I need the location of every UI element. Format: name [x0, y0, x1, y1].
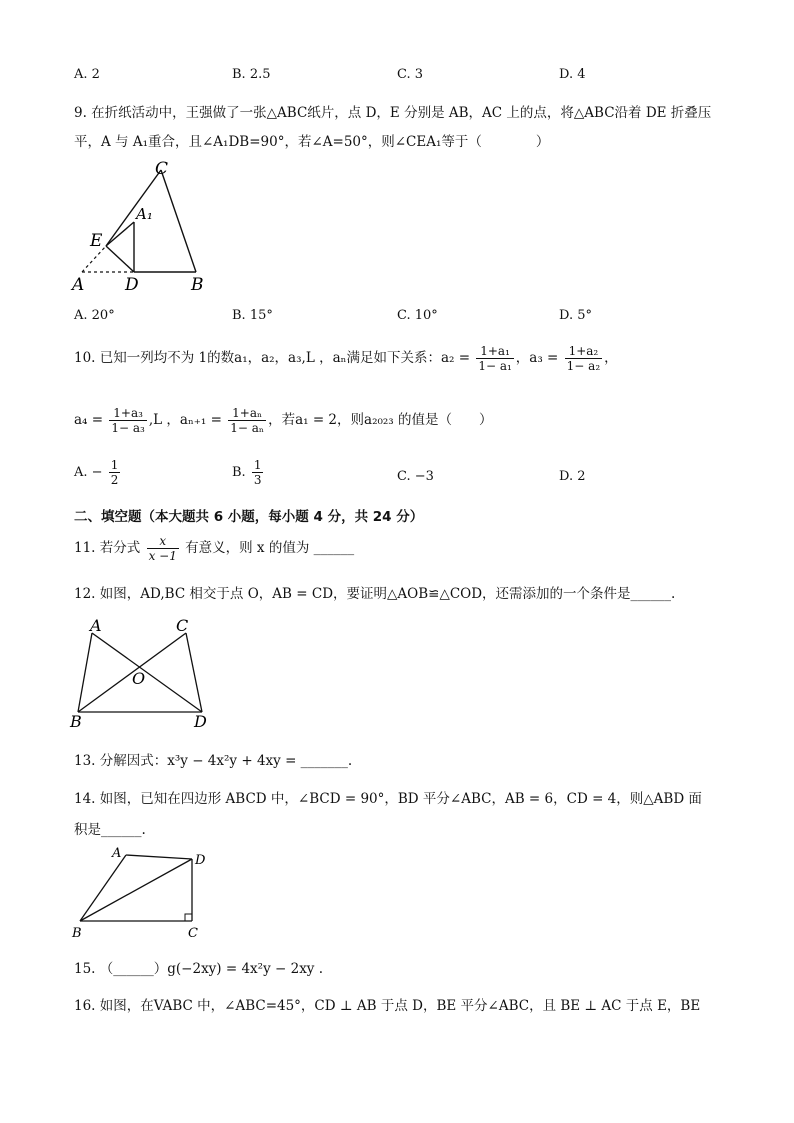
q12-label-d: D [194, 712, 207, 730]
q10-mid2: ,L ，aₙ₊₁ = [148, 412, 222, 428]
q9-label-d: D [125, 275, 139, 293]
q12-text: 12. 如图，AD,BC 相交于点 O，AB = CD，要证明△AOB≌△COD，还需添加的一个条件是______. [74, 586, 676, 602]
q14-right-angle-mark [185, 914, 192, 921]
q10-f3-denominator: 1− a₃ [111, 421, 145, 435]
q9-option-b: B. 15° [232, 308, 273, 323]
q14-label-a: A [112, 846, 122, 861]
q9-label-c: C [155, 159, 169, 179]
q10-option-c: C. −3 [397, 469, 434, 484]
q10-f2-numerator: 1+a₂ [565, 344, 602, 359]
q11-fraction [147, 534, 179, 563]
q10-f4-denominator: 1− aₙ [230, 421, 265, 435]
q14-label-d: D [195, 853, 206, 868]
q9-label-a1: A₁ [136, 205, 153, 223]
q10-option-a-fraction [109, 458, 121, 487]
q12-label-o: O [132, 669, 146, 688]
q10-option-a-prefix: A. − [74, 465, 103, 480]
q8-option-b: B. 2.5 [232, 67, 271, 82]
q14-label-c: C [188, 926, 198, 941]
q12-segment-ab [78, 633, 92, 712]
section-2-heading: 二、填空题（本大题共 6 小题，每小题 4 分，共 24 分） [74, 509, 424, 525]
q10-f3-numerator: 1+a₃ [109, 406, 146, 421]
q8-option-a: A. 2 [74, 67, 100, 82]
q10-fraction-a3 [565, 344, 602, 373]
q9-fold-line-de [106, 246, 134, 272]
q10-option-a-num: 1 [110, 458, 119, 472]
q14-segment-ad [126, 855, 192, 859]
q10-option-a-den: 2 [110, 473, 119, 487]
q10-line2-start: a₄ = [74, 412, 104, 428]
q10-end2: ，若a₁ = 2，则a₂₀₂₃ 的值是（ ） [268, 412, 493, 428]
q10-f2-denominator: 1− a₂ [566, 359, 601, 373]
q10-line2 [74, 406, 493, 435]
q12-segment-cd [186, 633, 202, 712]
q10-option-b-den: 3 [253, 473, 262, 487]
q14-segment-bd [80, 859, 192, 921]
q9-label-e: E [90, 231, 103, 251]
q10-fraction-an1 [228, 406, 266, 435]
q16-text: 16. 如图，在VABC 中，∠ABC=45°，CD ⊥ AB 于点 D，BE 平分∠ABC，且 BE ⊥ AC 于点 E，BE [74, 998, 701, 1014]
q14-segment-ab [80, 855, 126, 921]
q11-prefix: 11. 若分式 [74, 540, 141, 556]
q10-f1-numerator: 1+a₁ [476, 344, 513, 359]
q10-f4-numerator: 1+aₙ [228, 406, 266, 421]
q13-text: 13. 分解因式：x³y − 4x²y + 4xy = _______. [74, 753, 353, 769]
q14-text-line1: 14. 如图，已知在四边形 ABCD 中，∠BCD = 90°，BD 平分∠ABC，AB = 6，CD = 4，则△ABD 面 [74, 791, 702, 807]
q9-figure [70, 158, 220, 293]
q11-denominator: x −1 [148, 549, 177, 563]
q10-line1 [74, 344, 618, 373]
q9-label-a: A [72, 275, 85, 293]
q10-mid1: ，a₃ = [515, 350, 559, 366]
q10-line1-text: 10. 已知一列均不为 1的数a₁，a₂，a₃,L ，aₙ满足如下关系：a₂ = [74, 350, 471, 366]
q9-side-cb [161, 170, 196, 272]
q10-option-b [232, 458, 265, 487]
q11-suffix: 有意义，则 x 的值为 ______ [185, 540, 355, 556]
q9-text-line2: 平，A 与 A₁重合，且∠A₁DB=90°，若∠A=50°，则∠CEA₁等于（ ） [74, 134, 550, 150]
q10-f1-denominator: 1− a₁ [478, 359, 512, 373]
q10-end1: ， [604, 350, 618, 366]
q12-figure [66, 615, 216, 730]
q10-option-a [74, 458, 122, 487]
q10-option-b-fraction [252, 458, 264, 487]
q9-option-d: D. 5° [559, 308, 592, 323]
q12-label-c: C [176, 616, 189, 635]
q10-fraction-a4 [109, 406, 146, 435]
q9-label-b: B [191, 275, 204, 293]
q15-text: 15. （______）g(−2xy) = 4x²y − 2xy . [74, 961, 324, 977]
q9-option-a: A. 20° [74, 308, 115, 323]
q8-option-d: D. 4 [559, 67, 586, 82]
q14-figure [68, 845, 218, 945]
q9-text-line1: 9. 在折纸活动中，王强做了一张△ABC纸片，点 D，E 分别是 AB，AC 上的点，将△ABC沿着 DE 折叠压 [74, 105, 712, 121]
q11-line [74, 534, 354, 563]
q11-numerator: x [147, 534, 179, 549]
q10-fraction-a2 [476, 344, 513, 373]
q10-option-b-num: 1 [253, 458, 262, 472]
q14-label-b: B [72, 926, 82, 941]
q14-text-line2: 积是______. [74, 822, 146, 838]
q12-label-b: B [70, 712, 82, 730]
q8-option-c: C. 3 [397, 67, 424, 82]
q12-segment-ad [92, 633, 202, 712]
q10-option-d: D. 2 [559, 469, 586, 484]
q12-label-a: A [90, 616, 102, 635]
q9-option-c: C. 10° [397, 308, 438, 323]
q10-option-b-prefix: B. [232, 465, 246, 480]
